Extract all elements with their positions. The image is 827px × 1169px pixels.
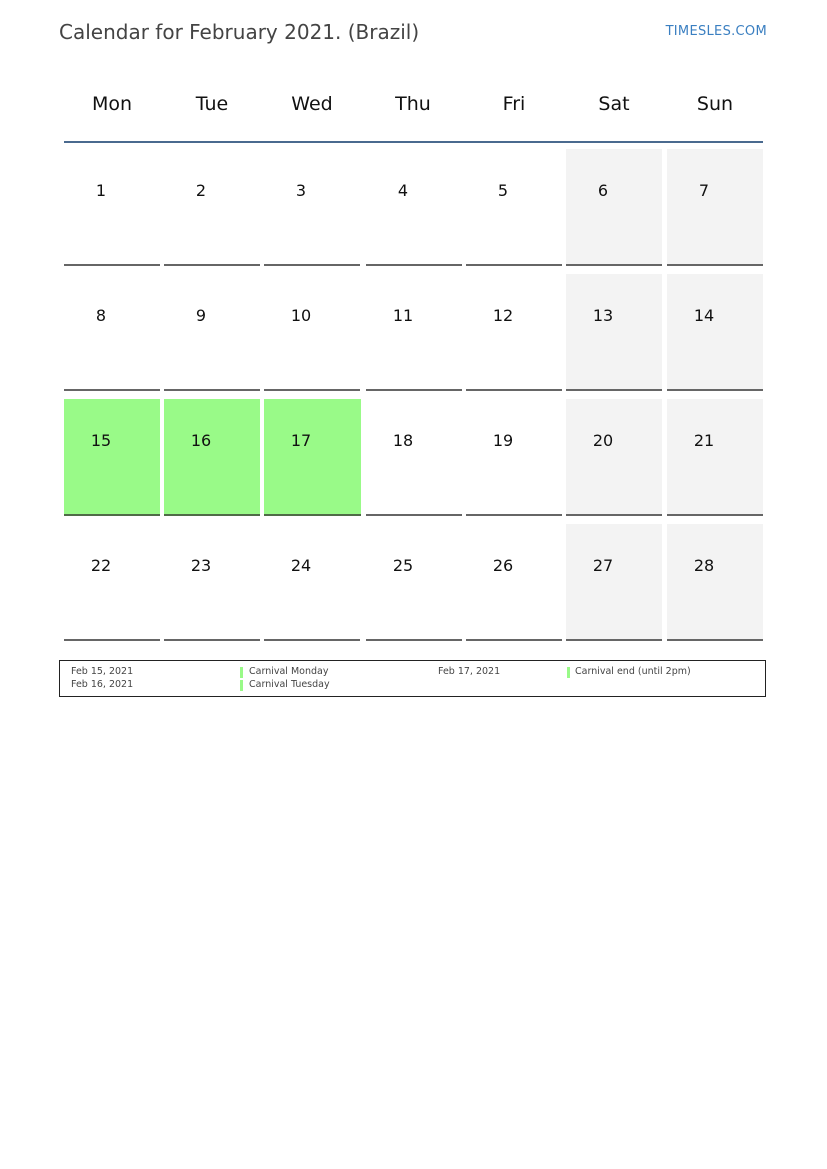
weekday-header-row (64, 74, 763, 143)
day-number: 5 (497, 181, 509, 200)
day-cell-weekend[interactable] (566, 274, 662, 391)
weekday-mon: Mon (91, 93, 133, 115)
day-number: 14 (693, 306, 715, 325)
day-number: 15 (90, 431, 112, 450)
week-row (64, 268, 763, 393)
day-number: 1 (95, 181, 107, 200)
day-number: 12 (492, 306, 514, 325)
legend-holiday-name: Carnival Tuesday (249, 679, 330, 690)
day-cell[interactable] (466, 274, 562, 391)
legend-date: Feb 15, 2021 (71, 666, 134, 677)
day-number: 2 (195, 181, 207, 200)
day-cell[interactable] (466, 524, 562, 641)
day-cell[interactable] (64, 149, 160, 266)
page-title: Calendar for February 2021. (Brazil) (59, 20, 420, 44)
weekday-sat: Sat (598, 93, 630, 115)
legend-holiday-name: Carnival end (until 2pm) (575, 666, 691, 677)
holiday-color-swatch (567, 667, 570, 678)
weekday-wed: Wed (291, 93, 333, 115)
day-cell[interactable] (264, 524, 360, 641)
legend-date: Feb 17, 2021 (438, 666, 501, 677)
day-number: 27 (592, 556, 614, 575)
day-cell-holiday[interactable] (64, 399, 160, 516)
day-number: 24 (290, 556, 312, 575)
day-number: 26 (492, 556, 514, 575)
day-cell-weekend[interactable] (566, 149, 662, 266)
weekday-thu: Thu (395, 93, 431, 115)
holiday-legend (59, 660, 766, 697)
day-number: 8 (95, 306, 107, 325)
day-number: 17 (290, 431, 312, 450)
day-number: 10 (290, 306, 312, 325)
day-cell[interactable] (164, 274, 260, 391)
day-number: 3 (295, 181, 307, 200)
day-number: 16 (190, 431, 212, 450)
legend-date: Feb 16, 2021 (71, 679, 134, 690)
day-number: 7 (698, 181, 710, 200)
holiday-color-swatch (240, 680, 243, 691)
day-cell[interactable] (366, 524, 462, 641)
day-cell[interactable] (366, 274, 462, 391)
day-number: 20 (592, 431, 614, 450)
day-cell[interactable] (264, 149, 360, 266)
day-cell[interactable] (164, 149, 260, 266)
day-cell-weekend[interactable] (566, 399, 662, 516)
day-number: 19 (492, 431, 514, 450)
day-number: 21 (693, 431, 715, 450)
day-cell-holiday[interactable] (164, 399, 260, 516)
calendar-grid (64, 74, 763, 643)
day-cell[interactable] (466, 149, 562, 266)
day-cell-weekend[interactable] (667, 399, 763, 516)
day-cell[interactable] (64, 524, 160, 641)
week-row (64, 518, 763, 643)
day-cell-weekend[interactable] (566, 524, 662, 641)
day-number: 23 (190, 556, 212, 575)
day-cell[interactable] (466, 399, 562, 516)
day-cell-weekend[interactable] (667, 524, 763, 641)
day-cell[interactable] (366, 149, 462, 266)
day-cell-weekend[interactable] (667, 149, 763, 266)
weekday-sun: Sun (696, 93, 734, 115)
legend-holiday-name: Carnival Monday (249, 666, 329, 677)
day-number: 9 (195, 306, 207, 325)
day-number: 22 (90, 556, 112, 575)
day-cell[interactable] (164, 524, 260, 641)
brand-link[interactable]: TIMESLES.COM (665, 24, 767, 39)
day-number: 25 (392, 556, 414, 575)
day-number: 28 (693, 556, 715, 575)
day-cell[interactable] (64, 274, 160, 391)
day-cell[interactable] (264, 274, 360, 391)
weekday-tue: Tue (195, 93, 229, 115)
day-number: 13 (592, 306, 614, 325)
day-cell-weekend[interactable] (667, 274, 763, 391)
weekday-fri: Fri (502, 93, 526, 115)
holiday-color-swatch (240, 667, 243, 678)
day-cell-holiday[interactable] (264, 399, 361, 516)
week-row (64, 143, 763, 268)
day-number: 18 (392, 431, 414, 450)
day-number: 11 (392, 306, 414, 325)
week-row (64, 393, 763, 518)
day-cell[interactable] (366, 399, 462, 516)
day-number: 6 (597, 181, 609, 200)
day-number: 4 (397, 181, 409, 200)
